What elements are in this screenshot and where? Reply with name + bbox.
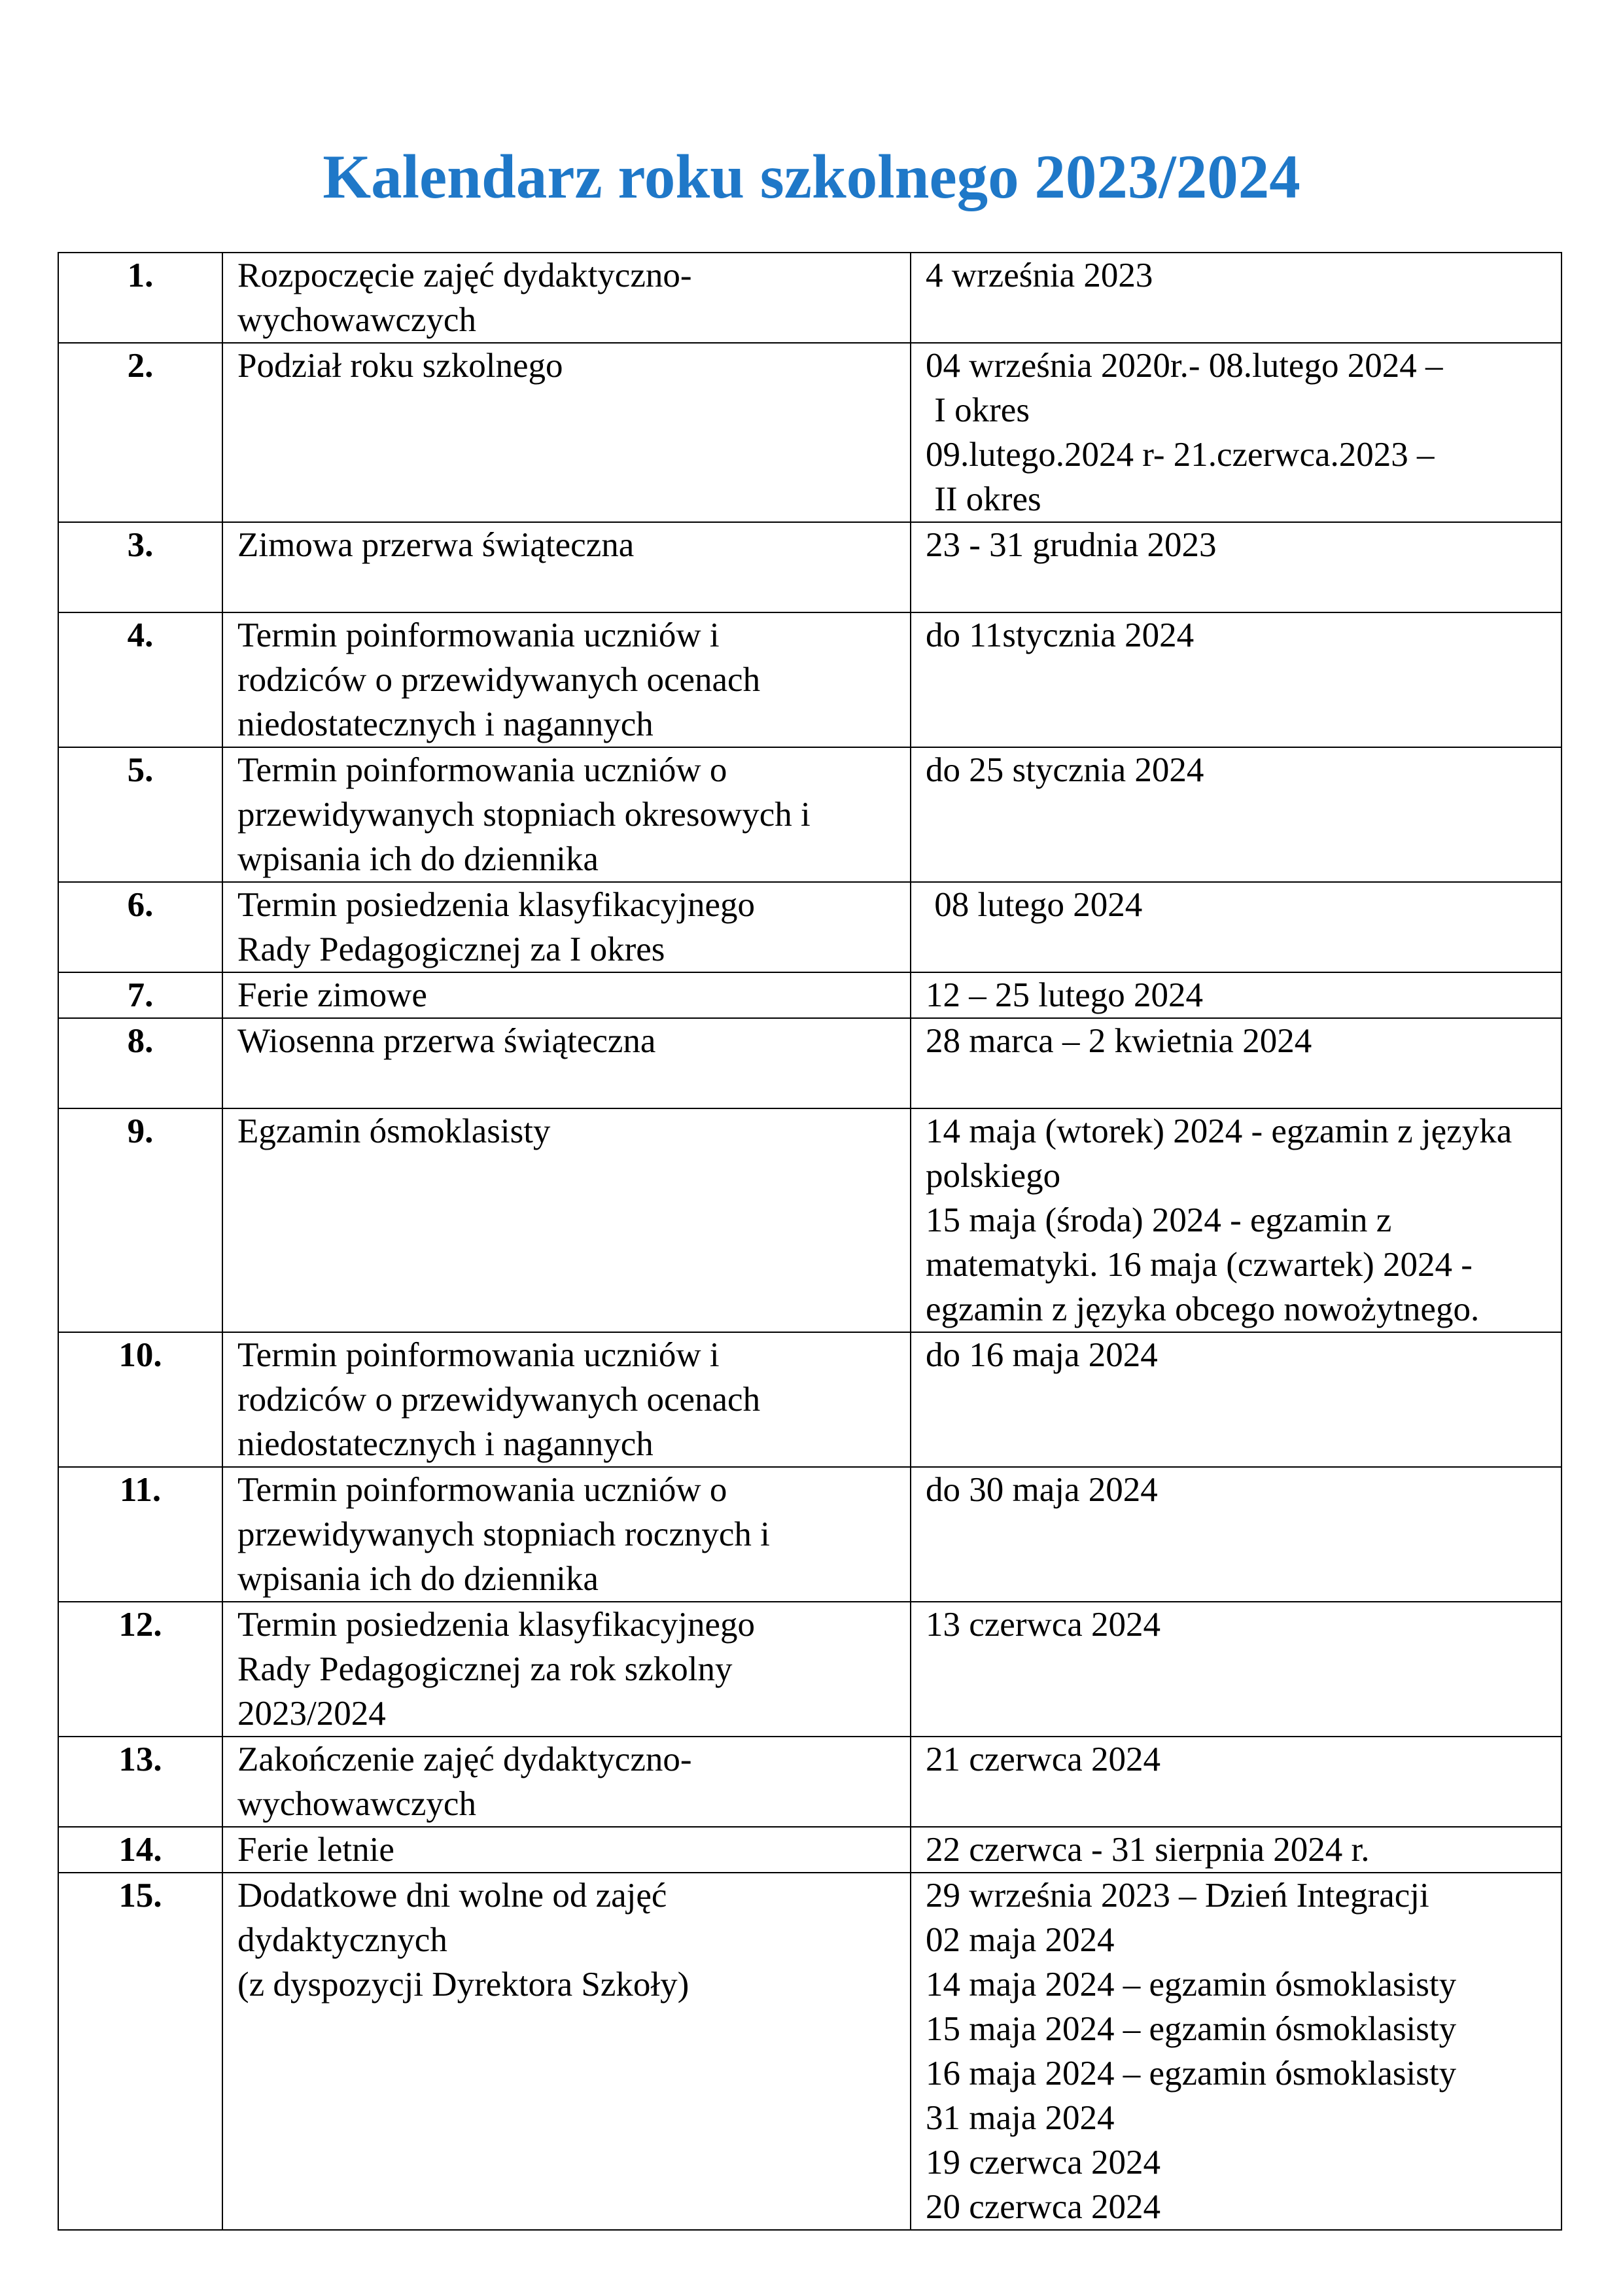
event-date-line: 22 czerwca - 31 sierpnia 2024 r.	[926, 1831, 1370, 1869]
event-description-line: Egzamin ósmoklasisty	[237, 1112, 551, 1150]
event-date	[911, 612, 1562, 747]
event-date	[911, 1108, 1562, 1332]
event-description	[222, 1827, 911, 1873]
event-date	[911, 1332, 1562, 1467]
event-date-line: 08 lutego 2024	[926, 886, 1143, 924]
event-date-line: 21 czerwca 2024	[926, 1740, 1161, 1778]
event-description-line: Termin poinformowania uczniów o	[237, 1471, 727, 1509]
table-row	[58, 1827, 1562, 1873]
event-description-line: niedostatecznych i nagannych	[237, 705, 654, 743]
event-date-line: 19 czerwca 2024	[926, 2144, 1161, 2181]
event-date-line: 20 czerwca 2024	[926, 2188, 1161, 2226]
cell-spacer	[926, 1377, 1546, 1422]
event-description	[222, 343, 911, 522]
table-row	[58, 612, 1562, 747]
event-date-line: 4 września 2023	[926, 256, 1153, 294]
table-row	[58, 253, 1562, 343]
event-description	[222, 747, 911, 882]
event-description-line: Termin poinformowania uczniów i	[237, 616, 720, 654]
event-date-line: 04 września 2020r.- 08.lutego 2024 –	[926, 347, 1443, 385]
table-row	[58, 972, 1562, 1018]
table-row	[58, 1602, 1562, 1737]
event-description-line: wpisania ich do dziennika	[237, 840, 599, 878]
event-description-line: rodziców o przewidywanych ocenach	[237, 661, 761, 699]
row-number: 11.	[58, 1467, 222, 1602]
event-date-line: matematyki. 16 maja (czwartek) 2024 -	[926, 1246, 1473, 1284]
event-description-line: przewidywanych stopniach rocznych i	[237, 1515, 770, 1553]
event-date	[911, 1467, 1562, 1602]
row-number: 3.	[58, 522, 222, 612]
event-date-line: 23 - 31 grudnia 2023	[926, 526, 1217, 564]
event-date	[911, 343, 1562, 522]
table-row	[58, 1873, 1562, 2230]
event-description-line: Ferie zimowe	[237, 976, 427, 1014]
row-number: 9.	[58, 1108, 222, 1332]
cell-spacer	[926, 1063, 1546, 1108]
event-description-line: Dodatkowe dni wolne od zajęć	[237, 1877, 667, 1915]
row-number: 1.	[58, 253, 222, 343]
event-date-line: 09.lutego.2024 r- 21.czerwca.2023 –	[926, 436, 1435, 474]
table-row	[58, 522, 1562, 612]
cell-spacer	[926, 702, 1546, 747]
event-description-line: Termin poinformowania uczniów i	[237, 1336, 720, 1374]
event-description	[222, 1737, 911, 1827]
event-date-line: 15 maja 2024 – egzamin ósmoklasisty	[926, 2010, 1457, 2048]
event-description-line: wychowawczych	[237, 1785, 476, 1823]
event-description	[222, 1108, 911, 1332]
event-description-line: 2023/2024	[237, 1695, 386, 1733]
table-row	[58, 1737, 1562, 1827]
event-description-line: wychowawczych	[237, 301, 476, 339]
cell-spacer	[237, 388, 896, 433]
table-row	[58, 343, 1562, 522]
event-date	[911, 882, 1562, 972]
cell-spacer	[926, 1691, 1546, 1736]
event-description	[222, 1018, 911, 1108]
table-row	[58, 1332, 1562, 1467]
event-date-line: 12 – 25 lutego 2024	[926, 976, 1203, 1014]
event-description-line: Termin poinformowania uczniów o	[237, 751, 727, 789]
event-date-line: polskiego	[926, 1157, 1061, 1195]
row-number: 2.	[58, 343, 222, 522]
cell-spacer	[237, 2140, 896, 2185]
cell-spacer	[926, 1782, 1546, 1826]
event-date-line: 15 maja (środa) 2024 - egzamin z	[926, 1201, 1392, 1239]
cell-spacer	[926, 927, 1546, 972]
event-description-line: Rady Pedagogicznej za I okres	[237, 930, 665, 968]
row-number: 8.	[58, 1018, 222, 1108]
table-row	[58, 1108, 1562, 1332]
event-date-line: 31 maja 2024	[926, 2099, 1115, 2137]
event-date	[911, 522, 1562, 612]
cell-spacer	[237, 567, 896, 612]
event-description-line: Termin posiedzenia klasyfikacyjnego	[237, 1606, 756, 1644]
table-row	[58, 747, 1562, 882]
cell-spacer	[237, 1063, 896, 1108]
event-description-line: Zimowa przerwa świąteczna	[237, 526, 635, 564]
event-description	[222, 612, 911, 747]
event-description	[222, 1873, 911, 2230]
cell-spacer	[237, 2051, 896, 2096]
cell-spacer	[926, 837, 1546, 881]
row-number: 12.	[58, 1602, 222, 1737]
cell-spacer	[237, 2007, 896, 2051]
cell-spacer	[237, 1287, 896, 1332]
event-date-line: 14 maja 2024 – egzamin ósmoklasisty	[926, 1966, 1457, 2004]
cell-spacer	[237, 433, 896, 477]
cell-spacer	[926, 567, 1546, 612]
event-date-line: II okres	[926, 480, 1041, 518]
event-date	[911, 747, 1562, 882]
event-date-line: do 16 maja 2024	[926, 1336, 1158, 1374]
event-description-line: Ferie letnie	[237, 1831, 394, 1869]
cell-spacer	[237, 2096, 896, 2140]
cell-spacer	[237, 1243, 896, 1287]
calendar-table-body	[58, 253, 1562, 2230]
event-description	[222, 253, 911, 343]
event-date-line: 02 maja 2024	[926, 1921, 1115, 1959]
cell-spacer	[926, 792, 1546, 837]
table-row	[58, 1018, 1562, 1108]
table-row	[58, 882, 1562, 972]
event-date-line: 14 maja (wtorek) 2024 - egzamin z języka	[926, 1112, 1512, 1150]
event-description	[222, 1332, 911, 1467]
cell-spacer	[237, 2185, 896, 2229]
event-date-line: 28 marca – 2 kwietnia 2024	[926, 1022, 1312, 1060]
cell-spacer	[237, 1198, 896, 1243]
cell-spacer	[926, 1647, 1546, 1691]
event-description-line: Podział roku szkolnego	[237, 347, 563, 385]
table-row	[58, 1467, 1562, 1602]
school-calendar-table	[58, 252, 1562, 2231]
page-title: Kalendarz roku szkolnego 2023/2024	[323, 142, 1300, 211]
event-description	[222, 972, 911, 1018]
event-description-line: przewidywanych stopniach okresowych i	[237, 796, 811, 834]
cell-spacer	[237, 477, 896, 521]
event-date-line: egzamin z języka obcego nowożytnego.	[926, 1290, 1480, 1328]
event-description-line: Rady Pedagogicznej za rok szkolny	[237, 1650, 733, 1688]
event-description-line: Zakończenie zajęć dydaktyczno-	[237, 1740, 692, 1778]
cell-spacer	[926, 1422, 1546, 1466]
event-description-line: (z dyspozycji Dyrektora Szkoły)	[237, 1966, 689, 2004]
event-date	[911, 1602, 1562, 1737]
cell-spacer	[926, 1557, 1546, 1601]
row-number: 6.	[58, 882, 222, 972]
event-date	[911, 972, 1562, 1018]
event-date-line: 13 czerwca 2024	[926, 1606, 1161, 1644]
event-description	[222, 882, 911, 972]
event-date-line: do 30 maja 2024	[926, 1471, 1158, 1509]
event-date-line: I okres	[926, 391, 1030, 429]
event-description-line: wpisania ich do dziennika	[237, 1560, 599, 1598]
event-date-line: 16 maja 2024 – egzamin ósmoklasisty	[926, 2055, 1457, 2093]
event-date-line: do 11stycznia 2024	[926, 616, 1195, 654]
row-number: 7.	[58, 972, 222, 1018]
row-number: 10.	[58, 1332, 222, 1467]
event-description-line: dydaktycznych	[237, 1921, 447, 1959]
cell-spacer	[926, 658, 1546, 702]
event-description	[222, 1467, 911, 1602]
event-date-line: do 25 stycznia 2024	[926, 751, 1204, 789]
event-description	[222, 1602, 911, 1737]
event-date-line: 29 września 2023 – Dzień Integracji	[926, 1877, 1429, 1915]
cell-spacer	[926, 298, 1546, 342]
event-date	[911, 1018, 1562, 1108]
event-description-line: Wiosenna przerwa świąteczna	[237, 1022, 656, 1060]
row-number: 15.	[58, 1873, 222, 2230]
cell-spacer	[926, 1512, 1546, 1557]
event-date	[911, 253, 1562, 343]
event-description-line: rodziców o przewidywanych ocenach	[237, 1381, 761, 1419]
row-number: 4.	[58, 612, 222, 747]
event-date	[911, 1737, 1562, 1827]
event-description-line: Rozpoczęcie zajęć dydaktyczno-	[237, 256, 692, 294]
event-date	[911, 1827, 1562, 1873]
event-description-line: Termin posiedzenia klasyfikacyjnego	[237, 886, 756, 924]
event-description	[222, 522, 911, 612]
event-date	[911, 1873, 1562, 2230]
cell-spacer	[237, 1154, 896, 1198]
row-number: 5.	[58, 747, 222, 882]
event-description-line: niedostatecznych i nagannych	[237, 1425, 654, 1463]
row-number: 14.	[58, 1827, 222, 1873]
row-number: 13.	[58, 1737, 222, 1827]
